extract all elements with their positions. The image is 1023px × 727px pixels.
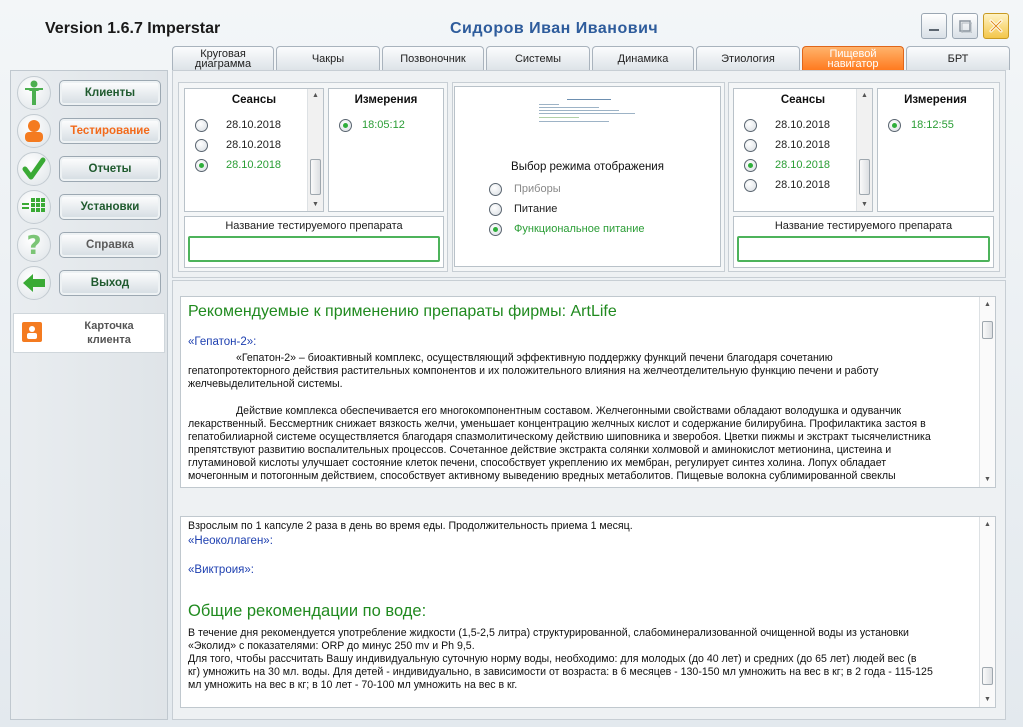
client-card-label-line2: клиента [87, 334, 131, 346]
radio-button[interactable] [489, 223, 502, 236]
details-scrollbar[interactable] [979, 517, 995, 707]
right-measurement-row[interactable] [888, 117, 954, 133]
exit-arrow-icon [17, 266, 51, 300]
mode-option-devices[interactable] [489, 181, 561, 197]
left-measurement-row[interactable] [339, 117, 405, 133]
right-drug-input[interactable] [737, 236, 990, 262]
details-text-area[interactable] [180, 516, 996, 708]
drug-name-victroia: «Виктроия»: [188, 564, 254, 576]
radio-button[interactable] [744, 159, 757, 172]
reports-button[interactable]: Отчеты [59, 156, 161, 182]
measurement-time: 18:05:12 [362, 119, 405, 131]
tab-etiology[interactable]: Этиология [696, 46, 800, 70]
scroll-down-icon[interactable]: ▼ [984, 476, 991, 483]
sidebar-item-exit[interactable] [15, 265, 165, 301]
mode-option-label: Приборы [514, 183, 561, 195]
scroll-thumb[interactable] [310, 159, 321, 195]
grid-icon [17, 190, 51, 224]
settings-button[interactable]: Установки [59, 194, 161, 220]
radio-button[interactable] [489, 183, 502, 196]
session-date: 28.10.2018 [775, 159, 831, 171]
session-date: 28.10.2018 [226, 139, 282, 151]
scroll-up-icon[interactable]: ▲ [984, 301, 991, 308]
session-date: 28.10.2018 [775, 119, 831, 131]
right-sessions-box [733, 88, 873, 212]
display-mode-panel [454, 86, 721, 267]
client-card-label-line1: Карточка [84, 320, 134, 332]
left-drug-title: Название тестируемого препарата [225, 220, 403, 232]
tab-systems[interactable]: Системы [486, 46, 590, 70]
session-date: 28.10.2018 [775, 179, 831, 191]
left-sessions-scrollbar[interactable] [307, 89, 323, 211]
water-text-line: Для того, чтобы рассчитать Вашу индивидуальную суточную норму воды, необходимо: для молодых (до 40 лет) и средних (до 65 лет) людей вес (в [188, 653, 917, 665]
scroll-up-icon[interactable]: ▲ [984, 521, 991, 528]
testing-button[interactable]: Тестирование [59, 118, 161, 144]
mode-option-label: Питание [514, 203, 558, 215]
checkmark-icon [17, 152, 51, 186]
session-date: 28.10.2018 [226, 159, 282, 171]
scroll-down-icon[interactable]: ▼ [984, 696, 991, 703]
minimize-icon [927, 19, 941, 33]
help-icon [17, 228, 51, 262]
drug-description-line: гепатопротекторного действия растительных компонентов и их положительного влияния на желчеотделительную функцию печени и работу [188, 365, 879, 377]
session-date: 28.10.2018 [226, 119, 282, 131]
scroll-thumb[interactable] [982, 321, 993, 339]
right-session-row[interactable] [744, 117, 830, 133]
water-text-line: кг) умножить на 30 мл. воды. Для детей - индивидуально, в зависимости от возраста: в 6 месяцев - 130-150 мл умножить на вес в кг; в 2 года - 115-125 [188, 666, 933, 678]
maximize-button[interactable] [952, 13, 978, 39]
svg-text:?: ? [26, 232, 42, 258]
clients-button[interactable]: Клиенты [59, 80, 161, 106]
sidebar-item-help[interactable] [15, 227, 165, 263]
water-text-line: В течение дня рекомендуется употребление жидкости (1,5-2,5 литра) структурированной, слабоминерализованной очищенной воды из установки [188, 627, 909, 639]
drug-description-line: мочегонным и потогонным действием, способствует активному выведению вредных метаболитов. Пищевые волокна сублимированной свеклы [188, 470, 896, 482]
sidebar [10, 70, 168, 720]
drug-description-line: Действие комплекса обеспечивается его многокомпонентным составом. Желчегонными свойствами обладают володушка и одуванчик [236, 405, 902, 417]
recommendations-text-area[interactable] [180, 296, 996, 488]
radio-button[interactable] [195, 139, 208, 152]
user-name: Сидоров Иван Иванович [450, 20, 659, 37]
drug-description-line: препятствуют развитию воспалительных процессов. Сочетанное действие экстракта солянки холмовой и аминокислот метионина, цистеина и [188, 444, 892, 456]
right-measurements-box [877, 88, 994, 212]
scroll-thumb[interactable] [859, 159, 870, 195]
drug-description-line: лекарственный. Бессмертник снижает вязкость желчи, уменьшает концентрацию желчных кислот и содержание билирубина. Профилактика застоя в [188, 418, 926, 430]
client-card-button[interactable] [13, 313, 165, 353]
radio-button[interactable] [195, 119, 208, 132]
left-drug-box [184, 216, 444, 268]
radio-button[interactable] [489, 203, 502, 216]
scroll-down-icon[interactable]: ▼ [861, 201, 868, 208]
drug-description-line: глутаминовой кислоты улучшает состояние клеток печени, способствует укреплению их мембран, регулирует синтез холина. Лопух обладает [188, 457, 887, 469]
display-mode-title: Выбор режима отображения [511, 161, 664, 173]
maximize-icon [958, 19, 972, 33]
client-card-label [54, 319, 164, 347]
left-drug-input[interactable] [188, 236, 440, 262]
measurement-time: 18:12:55 [911, 119, 954, 131]
session-date: 28.10.2018 [775, 139, 831, 151]
water-text-line: «Эколид» с показателями: ORP до минус 250 mv и Ph 9,5. [188, 640, 475, 652]
tab-circular-diagram[interactable]: Круговая диаграмма [172, 46, 274, 70]
mode-option-nutrition[interactable] [489, 201, 557, 217]
title-bar [0, 0, 1023, 46]
left-sessions-title: Сеансы [231, 94, 277, 106]
tab-spine[interactable]: Позвоночник [382, 46, 484, 70]
drug-name-hepaton: «Гепатон-2»: [188, 336, 257, 348]
tab-chakras[interactable]: Чакры [276, 46, 380, 70]
mode-option-functional-nutrition[interactable] [489, 221, 645, 237]
tab-food-navigator[interactable]: Пищевой навигатор [802, 46, 904, 70]
left-session-row[interactable] [195, 117, 281, 133]
scroll-down-icon[interactable]: ▼ [312, 201, 319, 208]
scroll-up-icon[interactable]: ▲ [861, 92, 868, 99]
minimize-button[interactable] [921, 13, 947, 39]
exit-button[interactable]: Выход [59, 270, 161, 296]
water-heading: Общие рекомендации по воде: [188, 602, 427, 620]
right-drug-title: Название тестируемого препарата [774, 220, 953, 232]
radio-button[interactable] [888, 119, 901, 132]
tab-dynamics[interactable]: Динамика [592, 46, 694, 70]
close-button[interactable] [983, 13, 1009, 39]
left-measurements-title: Измерения [354, 94, 418, 106]
left-session-row[interactable] [195, 157, 281, 173]
drug-description-line: «Гепатон-2» – биоактивный комплекс, осуществляющий эффективную поддержку функций печени благодаря сочетанию [236, 352, 833, 364]
right-sessions-scrollbar[interactable] [856, 89, 872, 211]
sidebar-item-settings[interactable] [15, 189, 165, 225]
report-preview-thumbnail [537, 95, 641, 131]
drug-name-neocollagen: «Неоколлаген»: [188, 535, 273, 547]
drug-description-line: гепатобилиарной системе осуществляется благодаря спазмолитическому действию шиповника и зверобоя. Цветки пижмы и экстракт тысячелистника [188, 431, 931, 443]
person-icon [17, 76, 51, 110]
left-sessions-box [184, 88, 324, 212]
scroll-thumb[interactable] [982, 667, 993, 685]
radio-button[interactable] [744, 139, 757, 152]
scroll-up-icon[interactable]: ▲ [312, 92, 319, 99]
close-icon [988, 18, 1004, 34]
dosage-text: Взрослым по 1 капсуле 2 раза в день во время еды. Продолжительность приема 1 месяц. [188, 520, 633, 532]
sidebar-item-reports[interactable] [15, 151, 165, 187]
right-measurements-title: Измерения [904, 94, 967, 106]
right-session-row[interactable] [744, 157, 830, 173]
sidebar-item-testing[interactable] [15, 113, 165, 149]
main-tabs [172, 46, 1010, 70]
recommendations-heading: Рекомендуемые к применению препараты фирмы: ArtLife [188, 303, 617, 320]
user-orange-icon [17, 114, 51, 148]
app-version: Version 1.6.7 Imperstar [45, 20, 221, 37]
right-session-row[interactable] [744, 137, 830, 153]
water-text-line: мл умножить на вес в кг; в 10 лет - 70-100 мл умножить на вес в кг. [188, 679, 518, 691]
right-sessions-title: Сеансы [780, 94, 826, 106]
radio-button[interactable] [744, 179, 757, 192]
right-drug-box [733, 216, 994, 268]
right-session-row[interactable] [744, 177, 830, 193]
tab-brt[interactable]: БРТ [906, 46, 1010, 70]
left-session-row[interactable] [195, 137, 281, 153]
help-button[interactable]: Справка [59, 232, 161, 258]
radio-button[interactable] [744, 119, 757, 132]
left-measurements-box [328, 88, 444, 212]
drug-description-line: желчевыделительной системы. [188, 378, 343, 390]
client-card-icon [22, 322, 42, 342]
radio-button[interactable] [339, 119, 352, 132]
radio-button[interactable] [195, 159, 208, 172]
recommendations-scrollbar[interactable] [979, 297, 995, 487]
mode-option-label: Функциональное питание [514, 223, 645, 235]
sidebar-item-clients[interactable] [15, 75, 165, 111]
